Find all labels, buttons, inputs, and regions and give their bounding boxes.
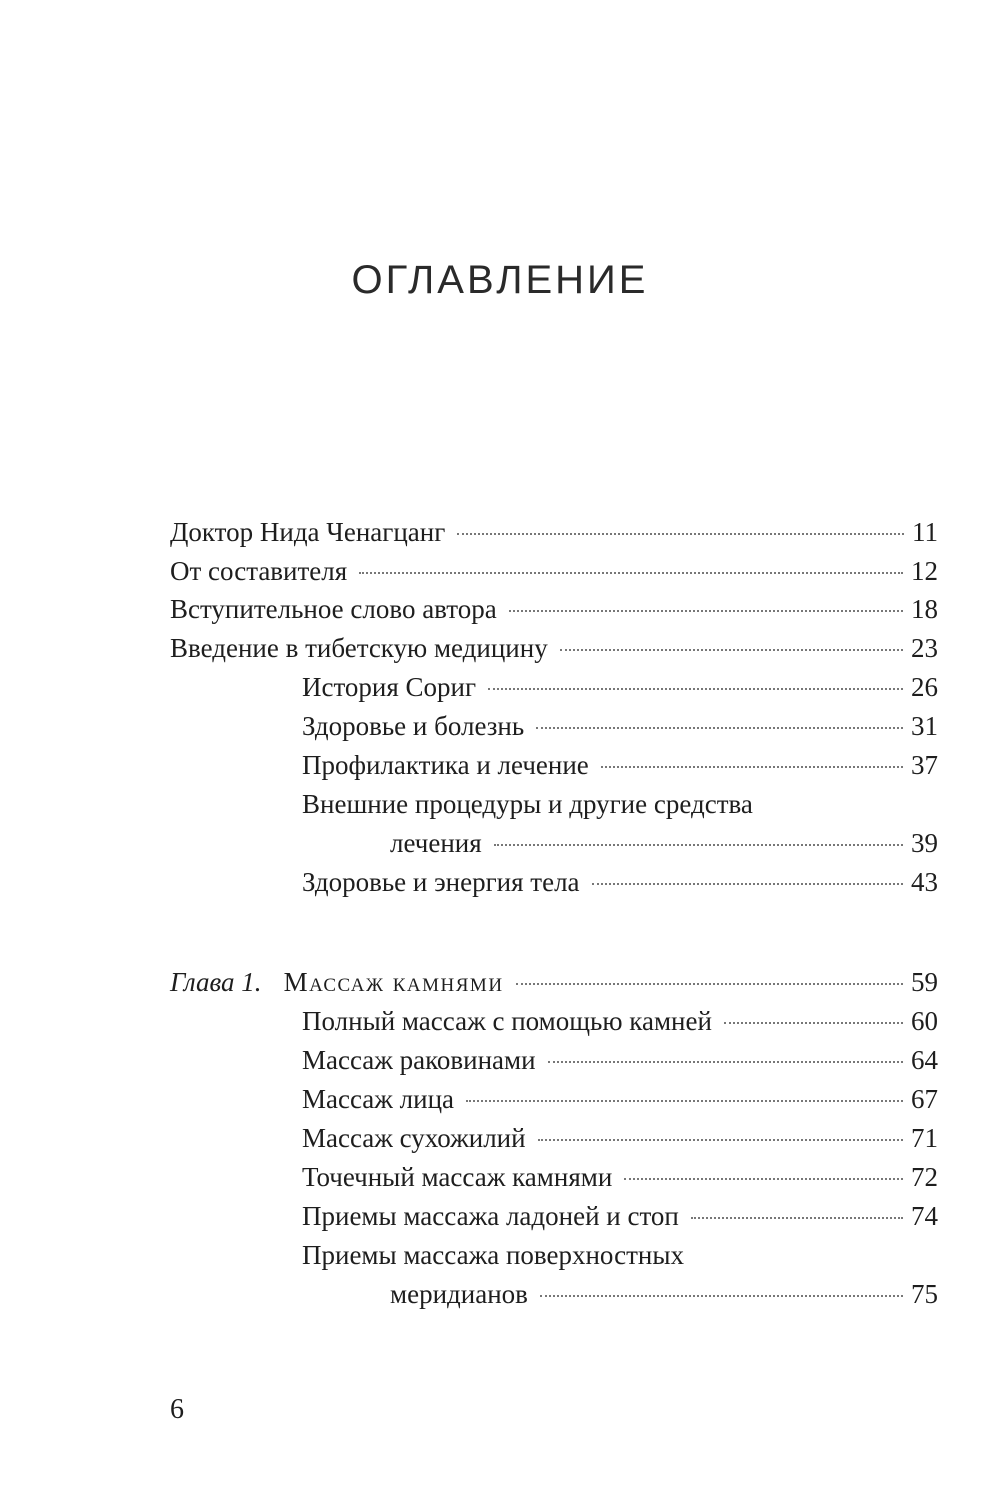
toc-subentry[interactable] bbox=[302, 1159, 938, 1195]
toc-entry-label: Массаж сухожилий bbox=[302, 1123, 526, 1153]
toc-entry-page: 60 bbox=[911, 1006, 938, 1036]
toc-subentry-line1[interactable]: Внешние процедуры и другие средства bbox=[302, 789, 753, 819]
toc-subentry[interactable] bbox=[302, 1003, 938, 1039]
toc-subentry[interactable] bbox=[302, 1042, 938, 1078]
toc-entry-page: 37 bbox=[911, 750, 938, 780]
toc-entry[interactable] bbox=[170, 514, 938, 550]
page-title: ОГЛАВЛЕНИЕ bbox=[351, 258, 649, 302]
toc-entry-page: 23 bbox=[911, 633, 938, 663]
toc-entry-page: 75 bbox=[911, 1279, 938, 1309]
leader-dots bbox=[466, 1100, 903, 1102]
toc-entry-label: Профилактика и лечение bbox=[302, 750, 589, 780]
toc-chapter-label bbox=[170, 964, 504, 1000]
toc-entry-label: История Сориг bbox=[302, 672, 477, 702]
leader-dots bbox=[548, 1061, 903, 1063]
leader-dots bbox=[560, 649, 903, 651]
toc-entry-label: меридианов bbox=[390, 1279, 528, 1309]
leader-dots bbox=[538, 1139, 903, 1141]
toc-subentry[interactable] bbox=[302, 1198, 938, 1234]
toc-entry-page: 26 bbox=[911, 672, 938, 702]
leader-dots bbox=[601, 766, 903, 768]
toc-subentry[interactable] bbox=[302, 864, 938, 900]
toc-entry-label: Введение в тибетскую медицину bbox=[170, 633, 548, 663]
toc-subentry[interactable] bbox=[302, 747, 938, 783]
toc-entry-page: 72 bbox=[911, 1162, 938, 1192]
toc-entry[interactable] bbox=[170, 591, 938, 627]
toc-entry-page: 59 bbox=[911, 967, 938, 997]
toc-entry-label: От составителя bbox=[170, 556, 348, 586]
toc-entry-page: 64 bbox=[911, 1045, 938, 1075]
leader-dots bbox=[509, 610, 903, 612]
toc-subentry[interactable] bbox=[390, 825, 938, 861]
leader-dots bbox=[691, 1217, 903, 1219]
chapter-prefix: Глава 1. bbox=[170, 967, 262, 997]
toc-entry[interactable] bbox=[170, 630, 938, 666]
toc-entry-page: 31 bbox=[911, 711, 938, 741]
leader-dots bbox=[488, 688, 903, 690]
toc-entry-label: Точечный массаж камнями bbox=[302, 1162, 613, 1192]
toc-entry-page: 18 bbox=[911, 594, 938, 624]
toc-subentry[interactable] bbox=[302, 669, 938, 705]
leader-dots bbox=[359, 572, 903, 574]
toc-subentry[interactable] bbox=[302, 1081, 938, 1117]
toc-entry-label: Приемы массажа ладоней и стоп bbox=[302, 1201, 679, 1231]
toc-entry-page: 11 bbox=[912, 517, 938, 547]
toc-entry-label: Массаж раковинами bbox=[302, 1045, 536, 1075]
toc-entry[interactable] bbox=[170, 553, 938, 589]
toc-entry-page: 39 bbox=[911, 828, 938, 858]
leader-dots bbox=[592, 883, 903, 885]
toc-entry-page: 71 bbox=[911, 1123, 938, 1153]
leader-dots bbox=[724, 1022, 903, 1024]
toc-entry-label: Вступительное слово автора bbox=[170, 594, 497, 624]
toc-entry-page: 74 bbox=[911, 1201, 938, 1231]
toc-entry-label: Доктор Нида Ченагцанг bbox=[170, 517, 446, 547]
leader-dots bbox=[516, 983, 903, 985]
leader-dots bbox=[540, 1295, 903, 1297]
toc-subentry-line1[interactable]: Приемы массажа поверхностных bbox=[302, 1240, 684, 1270]
toc-entry-page: 43 bbox=[911, 867, 938, 897]
toc-entry-page: 67 bbox=[911, 1084, 938, 1114]
toc-entry-page: 12 bbox=[911, 556, 938, 586]
leader-dots bbox=[536, 727, 903, 729]
chapter-name: Массаж камнями bbox=[283, 967, 504, 997]
toc-subentry[interactable] bbox=[390, 1276, 938, 1312]
leader-dots bbox=[494, 844, 903, 846]
toc-chapter-entry[interactable] bbox=[170, 964, 938, 1000]
leader-dots bbox=[457, 533, 904, 535]
toc-entry-label: Полный массаж с помощью камней bbox=[302, 1006, 712, 1036]
toc-entry-label: Здоровье и энергия тела bbox=[302, 867, 580, 897]
page-number: 6 bbox=[170, 1394, 184, 1425]
toc-subentry[interactable] bbox=[302, 1120, 938, 1156]
toc-entry-label: лечения bbox=[390, 828, 482, 858]
toc-entry-label: Здоровье и болезнь bbox=[302, 711, 525, 741]
toc-subentry[interactable] bbox=[302, 708, 938, 744]
toc-entry-label: Массаж лица bbox=[302, 1084, 455, 1114]
leader-dots bbox=[624, 1178, 903, 1180]
